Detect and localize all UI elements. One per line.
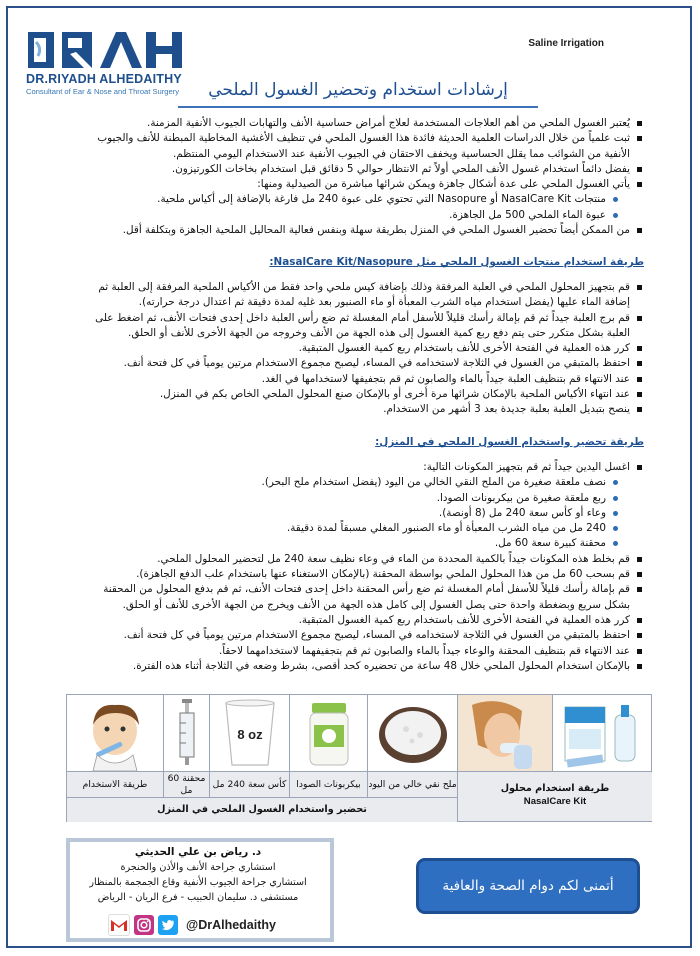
intro-item: من الممكن أيضاً تحضير الغسول الملحي في المنزل بطريقة سهلة وبنفس فعالية المحاليل الملحية الجاهزة وبتكلفة أقل. bbox=[78, 223, 630, 238]
title-underline bbox=[178, 106, 538, 108]
nasal-kit-image-cell bbox=[552, 695, 651, 771]
bicarb-label: بيكربونات الصودا bbox=[289, 771, 367, 797]
page-title: إرشادات استخدام وتحضير الغسول الملحي bbox=[208, 80, 508, 100]
doctor-title-line: استشاري جراحة الأنف والأذن والحنجرة bbox=[120, 862, 276, 873]
home-preparation-caption: تحضير واستخدام الغسول الملحي في المنزل bbox=[67, 797, 457, 822]
title-wrap bbox=[188, 80, 528, 104]
intro-item: يفضل دائماً استخدام غسول الأنف الملحي أولاً ثم الانتظار حوالي 5 دقائق قبل استخدام بخاخات الكورتيزون. bbox=[78, 162, 630, 177]
twitter-icon[interactable] bbox=[158, 915, 178, 935]
syringe-label: محقنة 60 مل bbox=[163, 771, 209, 797]
nasal-kit-name: NasalCare Kit bbox=[523, 796, 587, 807]
kit-item: احتفظ بالمتبقي من الغسول في الثلاجة لاستخدامه في المساء، ليصبح مجموع الاستخدام مرتين يومياً في كل فتحة أنف. bbox=[78, 356, 630, 371]
kit-item: قم برج العلبة جيداً ثم قم بإمالة رأسك قليلاً للأسفل أمام المغسلة ثم ضع رأس العلبة داخل إحدى فتحات الأنف، ثم اضغط على العلبة بشكل متكرر حتى يتم دفع ربع كمية الغسول إلى هذه الجهة من الأنف وخروجه من الجهة الأخرى للأنف أو الحلق. bbox=[78, 311, 630, 342]
salt-label: ملح نقي خالي من اليود bbox=[367, 771, 457, 797]
syringe-image-cell bbox=[163, 695, 209, 771]
kit-section-heading: طريقة استخدام منتجات الغسول الملحي مثل NasalCare Kit/Nasopure: bbox=[269, 256, 644, 268]
bicarb-image-cell bbox=[289, 695, 367, 771]
kit-section bbox=[78, 280, 644, 418]
intro-item: ثبت علمياً من خلال الدراسات العلمية الحديثة فائدة هذا الغسول الملحي في تنظيف الأغشية المخاطية المبطنة للأنف والجيوب الأنفية من الشوائب مما يقلل الحساسية ويخفف الاحتقان في الجيوب الأنفية عند الاستخدام اليومي المنتظم. bbox=[78, 131, 630, 162]
intro-section bbox=[78, 116, 644, 238]
intro-sub-item: عبوة الماء الملحي 500 مل الجاهزة. bbox=[78, 208, 606, 223]
child-rinsing-icon bbox=[67, 695, 163, 771]
document-page bbox=[6, 6, 692, 948]
ingredient-item: محقنة كبيرة سعة 60 مل. bbox=[78, 536, 606, 551]
ingredient-item: نصف ملعقة صغيرة من الملح النقي الخالي من اليود (يفضل استخدام ملح البحر). bbox=[78, 475, 606, 490]
home-item: احتفظ بالمتبقي من الغسول في الثلاجة لاستخدامه في المساء، ليصبح مجموع الاستخدام مرتين يومياً في كل فتحة أنف. bbox=[78, 628, 630, 643]
usage-label: طريقة الاستخدام bbox=[67, 771, 163, 797]
doctor-title-line: استشاري جراحة الجيوب الأنفية وقاع الجمجمة بالمنظار bbox=[89, 877, 307, 888]
instagram-icon[interactable] bbox=[134, 915, 154, 935]
home-item: اغسل اليدين جيداً ثم قم بتجهيز المكونات التالية: bbox=[78, 460, 630, 475]
ingredient-item: وعاء أو كأس سعة 240 مل (8 أونصة). bbox=[78, 506, 606, 521]
salt-image-cell bbox=[367, 695, 457, 771]
doctor-name: د. رياض بن علي الحديثي bbox=[134, 846, 262, 858]
home-section bbox=[78, 460, 644, 674]
woman-rinsing-icon bbox=[458, 695, 553, 771]
bicarb-jar-icon bbox=[290, 695, 368, 771]
home-item: عند الانتهاء قم بتنظيف المحقنة والوعاء جيداً بالماء والصابون ثم قم بتجفيفهما لاستخدامهما لاحقاً. bbox=[78, 644, 630, 659]
woman-rinsing-image-cell bbox=[457, 695, 552, 771]
nasal-kit-box-icon bbox=[553, 695, 652, 771]
illustration-table bbox=[66, 694, 652, 822]
kit-item: كرر هذه العملية في الفتحة الأخرى للأنف باستخدام ربع كمية الغسول المتبقية. bbox=[78, 341, 630, 356]
doctor-signature-box bbox=[66, 838, 334, 942]
logo-letters-graphic bbox=[26, 28, 186, 72]
kit-item: عند الانتهاء قم بتنظيف العلبة جيداً بالماء والصابون ثم قم بتجفيفها لاستخدامها في الغد. bbox=[78, 372, 630, 387]
gmail-icon[interactable] bbox=[108, 914, 130, 936]
ingredient-item: ربع ملعقة صغيرة من بيكربونات الصودا. bbox=[78, 491, 606, 506]
intro-item: يأتي الغسول الملحي على عدة أشكال جاهزة ويمكن شرائها مباشرة من الصيدلية ومنها: bbox=[78, 177, 630, 192]
salt-bowl-icon bbox=[368, 695, 458, 771]
cup-size-text: 8 oz bbox=[237, 727, 263, 742]
home-item: قم بإمالة رأسك قليلاً للأسفل أمام المغسلة ثم ضع رأس المحقنة داخل إحدى فتحات الأنف، ثم قم بدفع المحلول من المحقنة بشكل سريع وبضغطة واحدة حتى يصل الغسول إلى كامل هذه الجهة من الأنف ويخرج من الجهة الأخرى للأنف أو الحلق. bbox=[78, 582, 630, 613]
social-links bbox=[108, 914, 276, 936]
kit-item: ينصح بتبديل العلبة بعلبة جديدة بعد 3 أشهر من الاستخدام. bbox=[78, 402, 630, 417]
intro-sub-item: منتجات NasalCare Kit أو Nasopure التي تحتوي على عبوة 240 مل فارغة بالإضافة إلى أكياس ملحية. bbox=[78, 192, 606, 207]
intro-item: يُعتبر الغسول الملحي من أهم العلاجات المستخدمة لعلاج أمراض حساسية الأنف والتهابات الجيوب الأنفية المزمنة. bbox=[78, 116, 630, 131]
home-item: كرر هذه العملية في الفتحة الأخرى للأنف باستخدام ربع كمية الغسول المتبقية. bbox=[78, 613, 630, 628]
home-item: قم بخلط هذه المكونات جيداً بالكمية المحددة من الماء في وعاء نظيف سعة 240 مل لتحضير المحلول الملحي. bbox=[78, 552, 630, 567]
kit-item: قم بتجهيز المحلول الملحي في العلبة المرفقة وذلك بإضافة كيس ملحي واحد فقط من الأكياس الملحية المرفقة إلى العلبة ثم إضافة الماء عليها (يفضل استخدام مياه الشرب المعبأة أو ماء الصنبور بعد غليه لمدة دقيقة ثم اعتدال درجة حرارته). bbox=[78, 280, 630, 311]
kit-item: عند انتهاء الأكياس الملحية بالإمكان شرائها مرة أخرى أو بالإمكان صنع المحلول الملحي الخاص بكم في المنزل. bbox=[78, 387, 630, 402]
cup-image-cell bbox=[209, 695, 289, 771]
home-section-heading: طريقة تحضير واستخدام الغسول الملحي في المنزل: bbox=[375, 436, 644, 448]
usage-image-cell bbox=[67, 695, 163, 771]
logo-name: DR.RIYADH ALHEDAITHY bbox=[26, 72, 182, 86]
social-handle[interactable]: @DrAlhedaithy bbox=[186, 918, 276, 932]
cup-label: كأس سعة 240 مل bbox=[209, 771, 289, 797]
home-item: بالإمكان استخدام المحلول الملحي خلال 48 ساعة من تحضيره كحد أقصى، بشرط وضعه في الثلاجة أثناء هذه الفترة. bbox=[78, 659, 630, 674]
wish-banner: أتمنى لكم دوام الصحة والعافية bbox=[416, 858, 640, 914]
doctor-hospital-line: مستشفى د. سليمان الحبيب - فرع الريان - الرياض bbox=[97, 892, 299, 903]
ingredient-item: 240 مل من مياه الشرب المعبأة أو ماء الصنبور المغلي مسبقاً لمدة دقيقة. bbox=[78, 521, 606, 536]
document-label: Saline Irrigation bbox=[528, 38, 604, 49]
logo-subtitle: Consultant of Ear & Nose and Throat Surgery bbox=[26, 87, 180, 96]
clinic-logo bbox=[26, 28, 186, 98]
nasal-kit-caption-line: طريقة استخدام محلول bbox=[500, 783, 610, 794]
nasal-kit-caption bbox=[457, 771, 652, 821]
syringe-icon bbox=[164, 695, 210, 771]
home-item: قم بسحب 60 مل من هذا المحلول الملحي بواسطة المحقنة (بالإمكان الاستغناء عنها باستخدام علب الدفع الجاهزة). bbox=[78, 567, 630, 582]
